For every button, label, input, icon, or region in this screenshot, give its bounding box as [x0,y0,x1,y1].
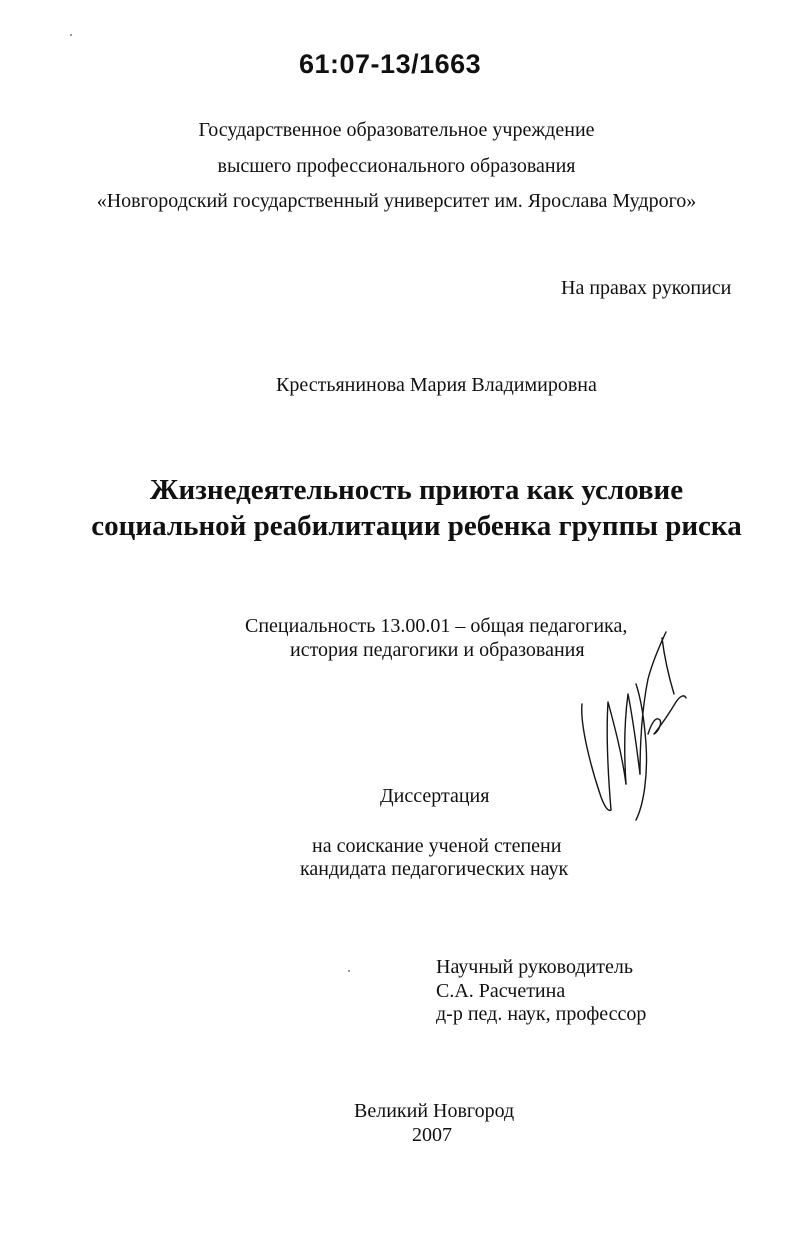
footer-year: 2007 [412,1124,452,1146]
institution-line-1: Государственное образовательное учреждение [198,119,595,141]
scan-speck [70,34,72,36]
specialty-line-2: история педагогики и образования [290,639,585,661]
manuscript-note: На правах рукописи [561,277,732,299]
scan-speck [348,970,350,972]
institution-line-3: «Новгородский государственный университет им. Ярослава Мудрого» [96,190,697,212]
supervisor-role: Научный руководитель [436,956,633,978]
signature-icon [578,624,688,824]
specialty-line-1: Специальность 13.00.01 – общая педагогика, [245,615,628,637]
title-line-2: социальной реабилитации ребенка группы риска [91,510,742,542]
supervisor-name: С.А. Расчетина [436,980,566,1002]
institution-line-2: высшего профессионального образования [217,155,576,177]
title-line-1: Жизнедеятельность приюта как условие [149,474,684,506]
archive-stamp-code: 61:07-13/1663 [299,49,482,79]
supervisor-rank: д-р пед. наук, профессор [436,1003,647,1025]
degree-line-1: на соискание ученой степени [312,835,562,857]
footer-city: Великий Новгород [354,1100,515,1122]
document-type: Диссертация [380,785,490,807]
author-name: Крестьянинова Мария Владимировна [276,374,597,396]
degree-line-2: кандидата педагогических наук [300,858,569,880]
